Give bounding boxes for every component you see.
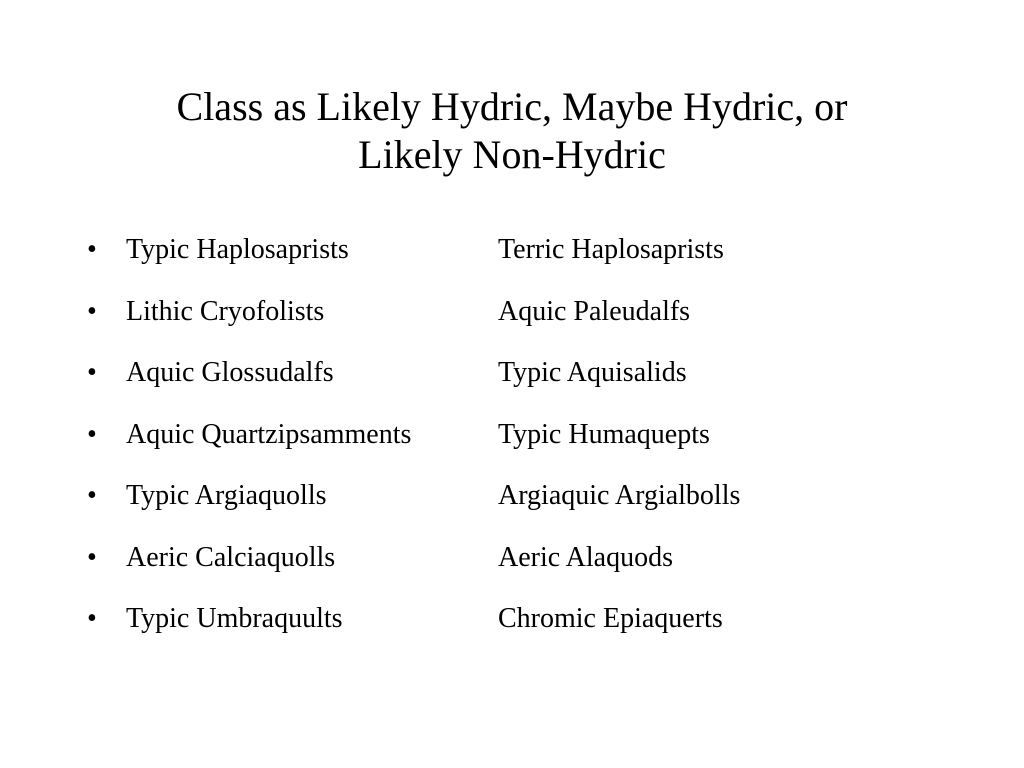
list-item-left: Aquic Quartzipsamments xyxy=(126,418,412,450)
slide-title-line: Class as Likely Hydric, Maybe Hydric, or xyxy=(176,84,848,129)
list-item xyxy=(0,226,1024,288)
soil-classification-list xyxy=(0,226,1024,657)
list-item xyxy=(0,288,1024,350)
slide-title xyxy=(0,83,1024,179)
bullet-icon: • xyxy=(87,295,97,327)
bullet-icon: • xyxy=(87,234,97,265)
list-item xyxy=(0,534,1024,596)
list-item-left: Typic Haplosaprists xyxy=(126,234,349,265)
list-item-left: Lithic Cryofolists xyxy=(126,295,325,327)
list-item xyxy=(0,411,1024,473)
slide-title-line: Likely Non-Hydric xyxy=(358,132,666,177)
list-item-left: Typic Umbraquults xyxy=(126,603,343,634)
list-item-right: Argiaquic Argialbolls xyxy=(498,480,741,511)
list-item-right: Terric Haplosaprists xyxy=(498,234,724,265)
bullet-icon: • xyxy=(87,357,97,388)
list-item-left: Aquic Glossudalfs xyxy=(126,357,334,388)
bullet-icon: • xyxy=(87,418,97,450)
list-item-right: Aeric Alaquods xyxy=(498,541,673,573)
list-item xyxy=(0,349,1024,411)
list-item-right: Chromic Epiaquerts xyxy=(498,603,723,634)
list-item-left: Aeric Calciaquolls xyxy=(126,541,336,573)
list-item-right: Typic Aquisalids xyxy=(498,357,687,388)
list-item xyxy=(0,595,1024,657)
list-item-right: Typic Humaquepts xyxy=(498,418,710,450)
list-item xyxy=(0,472,1024,534)
list-item-left: Typic Argiaquolls xyxy=(126,480,327,511)
bullet-icon: • xyxy=(87,541,97,573)
bullet-icon: • xyxy=(87,480,97,511)
list-item-right: Aquic Paleudalfs xyxy=(498,295,691,327)
bullet-icon: • xyxy=(87,603,97,634)
